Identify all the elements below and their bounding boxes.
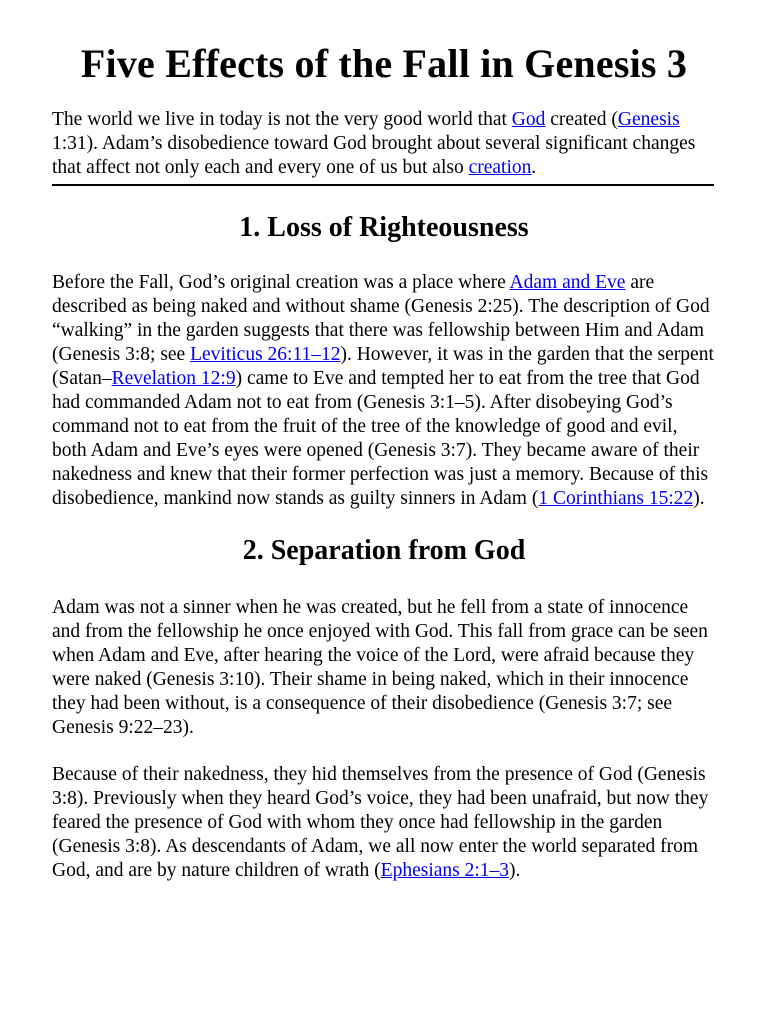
adam-and-eve-link[interactable]: Adam and Eve <box>509 272 626 293</box>
corinthians-link[interactable]: 1 Corinthians 15:22 <box>538 488 694 509</box>
intro-text-1: The world we live in today is not the very good world that <box>52 109 512 130</box>
ephesians-link[interactable]: Ephesians 2:1–3 <box>380 860 510 881</box>
intro-paragraph <box>52 108 716 180</box>
section-heading-loss-of-righteousness: 1. Loss of Righteousness <box>239 212 529 243</box>
intro-text-4: . <box>531 157 537 178</box>
s1-text-4: ) came to Eve and tempted her to eat from the tree that God had commanded Adam not to eat from (Genesis 3:1–5). After disobeying God’s command not to eat from the fruit of the tree of the knowledge of good and evil, both Adam and Eve’s eyes were opened (Genesis 3:7). They became aware of their nakedness and knew that their former perfection was just a memory. Because of this disobedience, mankind now stands as guilty sinners in Adam ( <box>52 368 709 509</box>
section-heading-separation-from-god: 2. Separation from God <box>242 535 526 566</box>
page-title: Five Effects of the Fall in Genesis 3 <box>80 41 688 86</box>
s1-text-5: ). <box>693 488 705 509</box>
s2-text-2: ). <box>509 860 521 881</box>
s1-text-2: are described as being naked and without shame (Genesis 2:25). The description of God “walking” in the garden suggests that there was fellowship between Him and Adam (Genesis 3:8; see <box>52 272 710 365</box>
revelation-link[interactable]: Revelation 12:9 <box>111 368 236 389</box>
s1-text-3: ). However, it was in the garden that the serpent (Satan– <box>52 344 714 389</box>
genesis-link[interactable]: Genesis <box>617 109 680 130</box>
creation-link[interactable]: creation <box>468 157 532 178</box>
section1-paragraph <box>52 271 716 511</box>
s1-text-1: Before the Fall, God’s original creation was a place where <box>52 272 510 293</box>
section2-paragraph-1: Adam was not a sinner when he was created, but he fell from a state of innocence and from the fellowship he once enjoyed with God. This fall from grace can be seen when Adam and Eve, after hearing the voice of the Lord, were afraid because they were naked (Genesis 3:10). Their shame in being naked, which in their innocence they had been without, is a consequence of their disobedience (Genesis 3:7; see Genesis 9:22–23). <box>52 597 708 738</box>
intro-text-3: 1:31). Adam’s disobedience toward God brought about several significant changes that affect not only each and every one of us but also <box>52 133 696 178</box>
section2-paragraph-2 <box>52 763 716 883</box>
s2-text-1: Because of their nakedness, they hid themselves from the presence of God (Genesis 3:8). Previously when they heard God’s voice, they had been unafraid, but now they feared the presence of God with whom they once had fellowship in the garden (Genesis 3:8). As descendants of Adam, we all now enter the world separated from God, and are by nature children of wrath ( <box>52 764 709 881</box>
horizontal-divider <box>52 184 714 186</box>
god-link[interactable]: God <box>511 109 546 130</box>
leviticus-link[interactable]: Leviticus 26:11–12 <box>190 344 341 365</box>
intro-text-2: created ( <box>545 109 618 130</box>
